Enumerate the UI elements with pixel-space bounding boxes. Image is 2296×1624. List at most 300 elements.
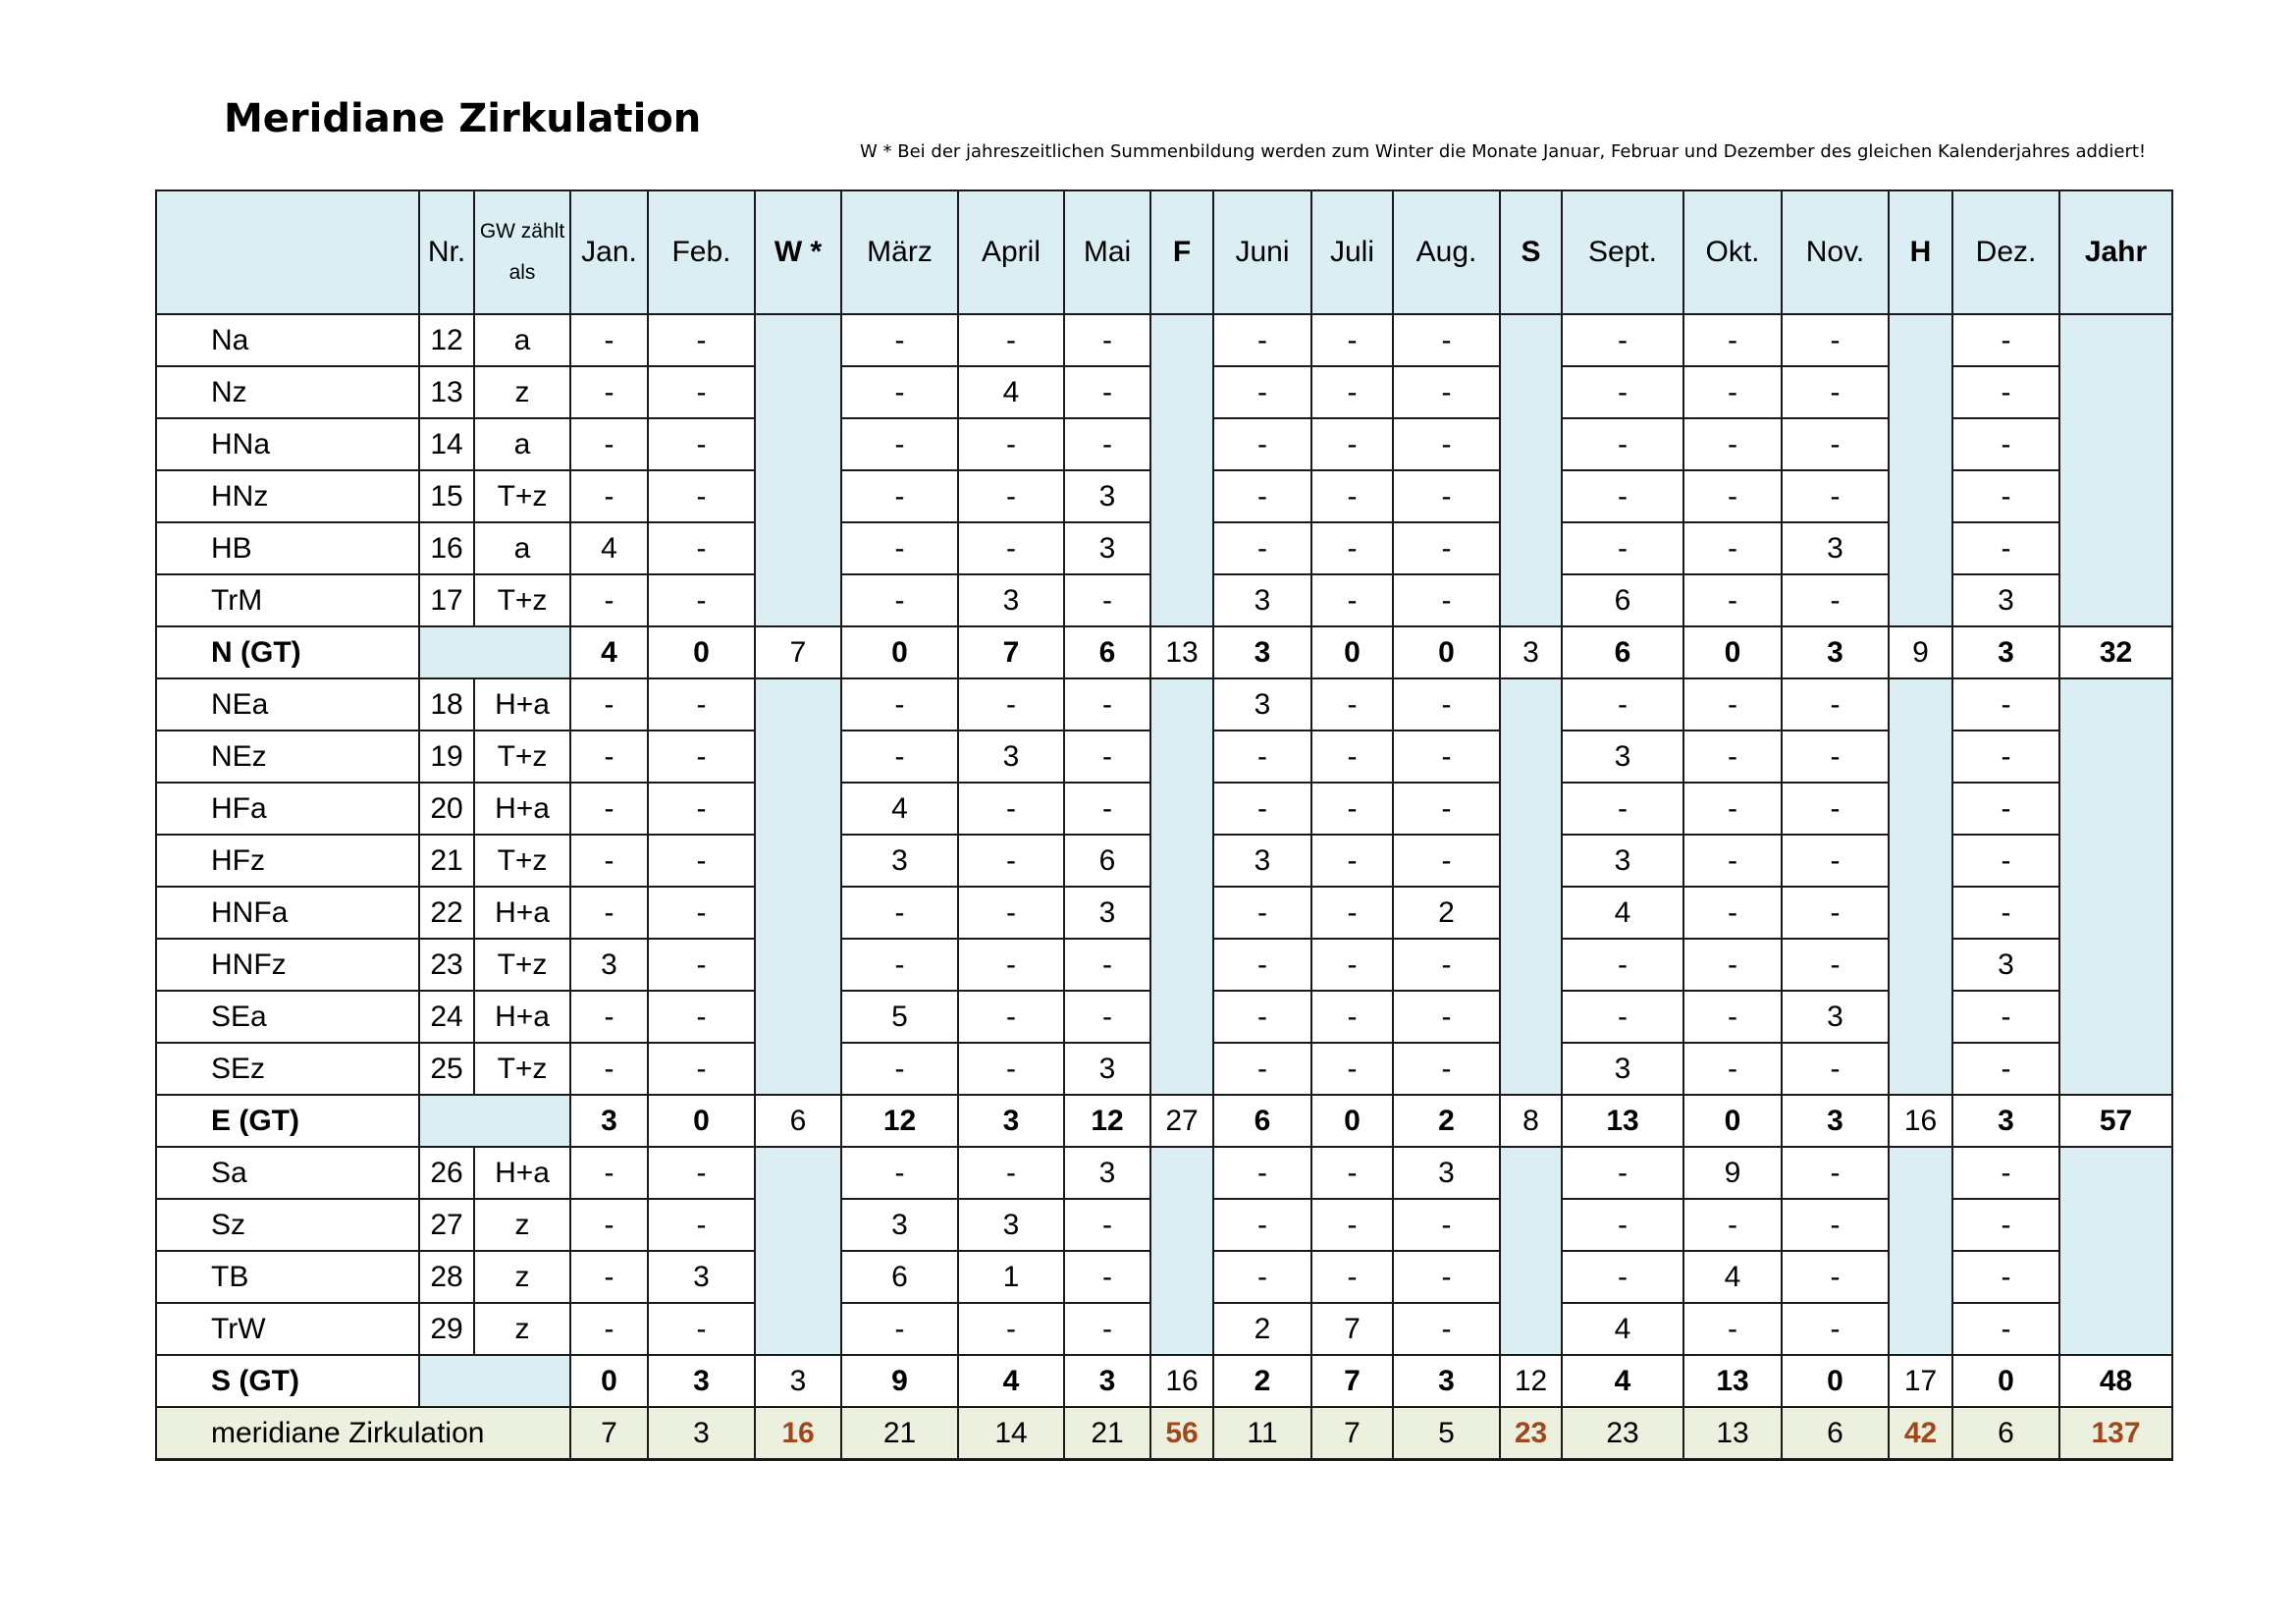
season-blank-cell [2059,574,2172,626]
season-blank-cell [755,1303,841,1355]
season-blank-cell [1889,1043,1952,1095]
nr-cell: 18 [419,678,474,731]
header-gw: GW zählt als [474,190,570,314]
month-cell-april: - [958,887,1064,939]
summary-cell-s: 8 [1500,1095,1562,1147]
summary-cell-okt: 0 [1683,1095,1782,1147]
month-cell-feb: - [648,314,755,366]
weather-type-label: HNa [156,418,419,470]
month-cell-april: 3 [958,1199,1064,1251]
gw-cell: a [474,522,570,574]
month-cell-mai: 3 [1064,1147,1150,1199]
month-cell-juli: - [1311,1043,1393,1095]
season-blank-cell [2059,835,2172,887]
table-row [156,783,2172,835]
total-cell-s: 23 [1500,1407,1562,1460]
month-cell-juni: - [1213,1043,1311,1095]
nr-cell: 27 [419,1199,474,1251]
month-cell-juli: - [1311,1251,1393,1303]
table-row [156,991,2172,1043]
month-cell-juni: - [1213,1147,1311,1199]
season-blank-cell [755,1199,841,1251]
summary-cell-maerz: 0 [841,626,958,678]
season-blank-cell [1150,939,1213,991]
month-cell-mai: 6 [1064,835,1150,887]
summary-cell-jan: 3 [570,1095,648,1147]
month-cell-juni: 3 [1213,835,1311,887]
summary-cell-f: 13 [1150,626,1213,678]
circulation-table [155,189,2173,1461]
total-cell-okt: 13 [1683,1407,1782,1460]
header-okt: Okt. [1683,190,1782,314]
month-cell-sept: - [1562,1147,1683,1199]
month-cell-okt: - [1683,418,1782,470]
month-cell-mai: - [1064,574,1150,626]
month-cell-april: - [958,470,1064,522]
month-cell-jan: - [570,1251,648,1303]
month-cell-sept: - [1562,783,1683,835]
month-cell-dez: - [1952,678,2059,731]
month-cell-okt: - [1683,731,1782,783]
month-cell-april: - [958,418,1064,470]
gw-cell: a [474,418,570,470]
month-cell-aug: - [1393,314,1500,366]
season-blank-cell [2059,1199,2172,1251]
month-cell-april: - [958,1147,1064,1199]
gw-cell: T+z [474,574,570,626]
month-cell-nov: - [1782,835,1889,887]
summary-cell-w: 3 [755,1355,841,1407]
summary-cell-jan: 4 [570,626,648,678]
month-cell-jan: - [570,418,648,470]
gw-cell: H+a [474,678,570,731]
gw-cell: z [474,1303,570,1355]
header-label [156,190,419,314]
month-cell-juli: - [1311,678,1393,731]
month-cell-juli: - [1311,731,1393,783]
table-row [156,1251,2172,1303]
month-cell-nov: - [1782,939,1889,991]
month-cell-april: - [958,1043,1064,1095]
total-cell-nov: 6 [1782,1407,1889,1460]
season-blank-cell [1889,522,1952,574]
month-cell-feb: - [648,887,755,939]
month-cell-feb: - [648,783,755,835]
month-cell-dez: - [1952,470,2059,522]
month-cell-april: - [958,522,1064,574]
total-cell-juli: 7 [1311,1407,1393,1460]
month-cell-juni: - [1213,418,1311,470]
month-cell-jan: 4 [570,522,648,574]
total-cell-juni: 11 [1213,1407,1311,1460]
month-cell-april: 4 [958,366,1064,418]
nr-cell: 24 [419,991,474,1043]
month-cell-aug: 3 [1393,1147,1500,1199]
weather-type-label: HNFa [156,887,419,939]
summary-cell-sept: 4 [1562,1355,1683,1407]
month-cell-dez: - [1952,1043,2059,1095]
season-blank-cell [1500,939,1562,991]
season-blank-cell [1500,783,1562,835]
month-cell-maerz: 3 [841,1199,958,1251]
month-cell-april: 3 [958,731,1064,783]
month-cell-april: - [958,314,1064,366]
group-summary-label: S (GT) [156,1355,419,1407]
month-cell-dez: - [1952,783,2059,835]
month-cell-juni: - [1213,939,1311,991]
summary-cell-mai: 12 [1064,1095,1150,1147]
group-summary-label: E (GT) [156,1095,419,1147]
month-cell-juli: - [1311,522,1393,574]
month-cell-april: - [958,678,1064,731]
month-cell-mai: - [1064,1251,1150,1303]
table-row [156,939,2172,991]
month-cell-feb: 3 [648,1251,755,1303]
month-cell-okt: - [1683,835,1782,887]
gw-cell: H+a [474,783,570,835]
weather-type-label: HNz [156,470,419,522]
table-row [156,731,2172,783]
nr-cell: 23 [419,939,474,991]
season-blank-cell [755,1043,841,1095]
season-blank-cell [2059,731,2172,783]
season-blank-cell [1500,1147,1562,1199]
nr-cell: 21 [419,835,474,887]
month-cell-sept: - [1562,522,1683,574]
month-cell-okt: - [1683,574,1782,626]
month-cell-aug: - [1393,991,1500,1043]
summary-cell-jahr: 32 [2059,626,2172,678]
season-blank-cell [1150,783,1213,835]
nr-cell: 16 [419,522,474,574]
season-blank-cell [1889,1303,1952,1355]
summary-cell-h: 9 [1889,626,1952,678]
month-cell-juli: - [1311,366,1393,418]
season-blank-cell [1150,991,1213,1043]
month-cell-dez: - [1952,835,2059,887]
month-cell-juni: 3 [1213,678,1311,731]
month-cell-jan: - [570,1199,648,1251]
month-cell-aug: - [1393,1199,1500,1251]
summary-cell-jahr: 48 [2059,1355,2172,1407]
month-cell-feb: - [648,418,755,470]
group-summary-row [156,626,2172,678]
season-blank-cell [2059,939,2172,991]
table-row [156,314,2172,366]
total-cell-maerz: 21 [841,1407,958,1460]
summary-cell-april: 3 [958,1095,1064,1147]
summary-cell-juni: 6 [1213,1095,1311,1147]
season-blank-cell [2059,678,2172,731]
header-fruehling: F [1150,190,1213,314]
summary-cell-juni: 2 [1213,1355,1311,1407]
summary-cell-maerz: 12 [841,1095,958,1147]
month-cell-feb: - [648,470,755,522]
month-cell-aug: - [1393,418,1500,470]
month-cell-april: - [958,835,1064,887]
month-cell-april: - [958,1303,1064,1355]
month-cell-okt: - [1683,991,1782,1043]
month-cell-jan: - [570,574,648,626]
season-blank-cell [1150,522,1213,574]
month-cell-april: - [958,783,1064,835]
month-cell-nov: 3 [1782,991,1889,1043]
month-cell-feb: - [648,835,755,887]
month-cell-sept: - [1562,1251,1683,1303]
month-cell-okt: - [1683,1303,1782,1355]
season-blank-cell [755,678,841,731]
table-row [156,522,2172,574]
header-juni: Juni [1213,190,1311,314]
summary-cell-w: 6 [755,1095,841,1147]
header-dez: Dez. [1952,190,2059,314]
month-cell-april: 1 [958,1251,1064,1303]
month-cell-dez: - [1952,522,2059,574]
month-cell-feb: - [648,1199,755,1251]
gw-cell: z [474,1199,570,1251]
month-cell-okt: - [1683,314,1782,366]
month-cell-nov: - [1782,314,1889,366]
season-blank-cell [1500,991,1562,1043]
table-row [156,887,2172,939]
month-cell-nov: - [1782,887,1889,939]
nr-cell: 25 [419,1043,474,1095]
month-cell-juni: - [1213,522,1311,574]
header-april: April [958,190,1064,314]
month-cell-jan: 3 [570,939,648,991]
season-blank-cell [1889,418,1952,470]
season-blank-cell [2059,887,2172,939]
table-row [156,418,2172,470]
season-blank-cell [1889,678,1952,731]
nr-cell: 22 [419,887,474,939]
month-cell-nov: - [1782,1303,1889,1355]
month-cell-mai: - [1064,314,1150,366]
gw-cell: H+a [474,991,570,1043]
summary-cell-feb: 0 [648,626,755,678]
month-cell-dez: 3 [1952,939,2059,991]
summary-cell-feb: 0 [648,1095,755,1147]
winter-footnote: W * Bei der jahreszeitlichen Summenbildung werden zum Winter die Monate Januar, Februar und Dezember des gleichen Kalenderjahres addiert! [860,141,2147,162]
summary-cell-dez: 3 [1952,1095,2059,1147]
month-cell-juli: - [1311,835,1393,887]
season-blank-cell [1500,418,1562,470]
month-cell-mai: 3 [1064,887,1150,939]
total-cell-f: 56 [1150,1407,1213,1460]
month-cell-juni: - [1213,887,1311,939]
group-summary-label: N (GT) [156,626,419,678]
summary-cell-s: 3 [1500,626,1562,678]
header-aug: Aug. [1393,190,1500,314]
month-cell-juli: - [1311,470,1393,522]
nr-cell: 17 [419,574,474,626]
month-cell-juli: - [1311,1147,1393,1199]
season-blank-cell [1150,366,1213,418]
month-cell-okt: - [1683,366,1782,418]
month-cell-sept: 3 [1562,835,1683,887]
season-blank-cell [1889,835,1952,887]
month-cell-sept: 4 [1562,1303,1683,1355]
month-cell-dez: - [1952,1199,2059,1251]
gw-cell: T+z [474,939,570,991]
month-cell-juli: - [1311,939,1393,991]
season-blank-cell [1150,1199,1213,1251]
month-cell-maerz: 3 [841,835,958,887]
season-blank-cell [1889,731,1952,783]
season-blank-cell [2059,314,2172,366]
month-cell-mai: - [1064,1303,1150,1355]
header-jan: Jan. [570,190,648,314]
month-cell-juli: - [1311,1199,1393,1251]
month-cell-nov: - [1782,1251,1889,1303]
season-blank-cell [2059,1147,2172,1199]
table-row [156,1303,2172,1355]
weather-type-label: HB [156,522,419,574]
gw-cell: z [474,366,570,418]
season-blank-cell [1150,1147,1213,1199]
month-cell-sept: - [1562,991,1683,1043]
month-cell-okt: - [1683,470,1782,522]
month-cell-maerz: - [841,939,958,991]
season-blank-cell [1500,887,1562,939]
month-cell-dez: 3 [1952,574,2059,626]
month-cell-feb: - [648,522,755,574]
month-cell-dez: - [1952,991,2059,1043]
month-cell-okt: - [1683,678,1782,731]
header-feb: Feb. [648,190,755,314]
season-blank-cell [1150,574,1213,626]
month-cell-maerz: - [841,366,958,418]
season-blank-cell [755,574,841,626]
season-blank-cell [2059,1251,2172,1303]
gw-cell: a [474,314,570,366]
month-cell-april: 3 [958,574,1064,626]
gw-cell: H+a [474,1147,570,1199]
table-row [156,1043,2172,1095]
month-cell-nov: - [1782,1199,1889,1251]
month-cell-sept: 3 [1562,1043,1683,1095]
nr-cell: 15 [419,470,474,522]
season-blank-cell [1150,418,1213,470]
month-cell-okt: - [1683,887,1782,939]
season-blank-cell [755,835,841,887]
month-cell-sept: 6 [1562,574,1683,626]
table-row [156,1147,2172,1199]
header-jahr: Jahr [2059,190,2172,314]
month-cell-feb: - [648,991,755,1043]
season-blank-cell [2059,470,2172,522]
nr-cell: 14 [419,418,474,470]
summary-cell-okt: 13 [1683,1355,1782,1407]
month-cell-nov: - [1782,470,1889,522]
summary-cell-h: 17 [1889,1355,1952,1407]
table-row [156,366,2172,418]
season-blank-cell [2059,522,2172,574]
month-cell-dez: - [1952,366,2059,418]
month-cell-april: - [958,939,1064,991]
month-cell-juli: - [1311,783,1393,835]
month-cell-sept: - [1562,470,1683,522]
summary-cell-nov: 3 [1782,1095,1889,1147]
weather-type-label: TrM [156,574,419,626]
total-cell-dez: 6 [1952,1407,2059,1460]
header-nr: Nr. [419,190,474,314]
season-blank-cell [755,366,841,418]
summary-cell-jan: 0 [570,1355,648,1407]
month-cell-nov: 3 [1782,522,1889,574]
month-cell-okt: - [1683,783,1782,835]
nr-cell: 13 [419,366,474,418]
season-blank-cell [1500,731,1562,783]
season-blank-cell [1500,678,1562,731]
season-blank-cell [1889,991,1952,1043]
header-row [156,190,2172,314]
month-cell-nov: - [1782,1147,1889,1199]
month-cell-sept: - [1562,366,1683,418]
month-cell-feb: - [648,731,755,783]
month-cell-nov: - [1782,1043,1889,1095]
weather-type-label: Na [156,314,419,366]
month-cell-jan: - [570,366,648,418]
month-cell-nov: - [1782,783,1889,835]
season-blank-cell [755,418,841,470]
table-row [156,574,2172,626]
season-blank-cell [1889,939,1952,991]
header-juli: Juli [1311,190,1393,314]
summary-cell-nov: 3 [1782,626,1889,678]
month-cell-mai: - [1064,991,1150,1043]
nr-cell: 19 [419,731,474,783]
weather-type-label: NEz [156,731,419,783]
month-cell-aug: - [1393,835,1500,887]
summary-cell-aug: 2 [1393,1095,1500,1147]
season-blank-cell [1889,366,1952,418]
gw-cell: T+z [474,470,570,522]
summary-cell-f: 16 [1150,1355,1213,1407]
season-blank-cell [2059,366,2172,418]
month-cell-mai: 3 [1064,522,1150,574]
month-cell-sept: - [1562,678,1683,731]
season-blank-cell [755,1251,841,1303]
month-cell-okt: - [1683,939,1782,991]
month-cell-sept: - [1562,1199,1683,1251]
season-blank-cell [1150,678,1213,731]
season-blank-cell [1889,1251,1952,1303]
season-blank-cell [1500,835,1562,887]
month-cell-nov: - [1782,418,1889,470]
month-cell-okt: 4 [1683,1251,1782,1303]
month-cell-aug: - [1393,470,1500,522]
table-row [156,470,2172,522]
season-blank-cell [1500,574,1562,626]
month-cell-feb: - [648,1043,755,1095]
season-blank-cell [2059,1043,2172,1095]
weather-type-label: TB [156,1251,419,1303]
weather-type-label: SEa [156,991,419,1043]
month-cell-maerz: 6 [841,1251,958,1303]
month-cell-juni: 2 [1213,1303,1311,1355]
month-cell-maerz: - [841,678,958,731]
season-blank-cell [755,991,841,1043]
month-cell-jan: - [570,783,648,835]
season-blank-cell [1889,783,1952,835]
month-cell-juni: - [1213,783,1311,835]
month-cell-okt: - [1683,1043,1782,1095]
month-cell-aug: - [1393,1303,1500,1355]
month-cell-maerz: - [841,470,958,522]
month-cell-okt: 9 [1683,1147,1782,1199]
nr-cell: 29 [419,1303,474,1355]
